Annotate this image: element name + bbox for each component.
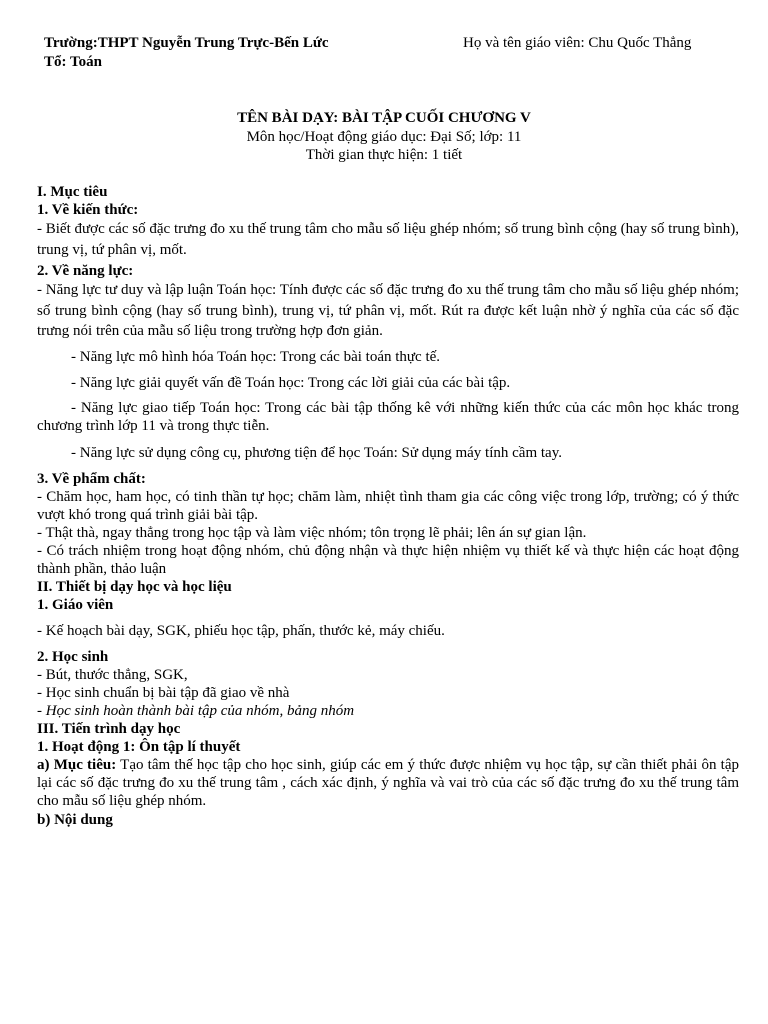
teacher-materials: - Kế hoạch bài dạy, SGK, phiếu học tập, phấn, thước kẻ, máy chiếu. xyxy=(37,623,445,639)
grade-number: 11 xyxy=(141,418,156,434)
student-heading: 2. Học sinh xyxy=(37,649,109,665)
section-3-heading: III. Tiến trình dạy học xyxy=(37,721,181,737)
duration-line: Thời gian thực hiện: 1 tiết xyxy=(305,147,463,163)
communication-text-a: - Năng lực giao tiếp Toán học: Trong các bài tập thống kê với những kiến thức của các môn học khác trong chương trình lớp xyxy=(37,400,739,434)
student-item-2: - Học sinh chuẩn bị bài tập đã giao về nhà xyxy=(37,685,290,701)
section-2-heading: II. Thiết bị dạy học và học liệu xyxy=(37,579,232,595)
competency-heading: 2. Về năng lực: xyxy=(37,263,134,279)
competency-communication xyxy=(37,399,739,435)
knowledge-heading: 1. Về kiến thức: xyxy=(37,202,139,218)
competency-problem-solving: - Năng lực giải quyết vấn đề Toán học: Trong các lời giải của các bài tập. xyxy=(71,375,511,391)
teacher-heading: 1. Giáo viên xyxy=(37,597,114,613)
quality-item-3: - Có trách nhiệm trong hoạt động nhóm, chủ động nhận và thực hiện nhiệm vụ thiết kế và thực hiện các hoạt động thành phần, thảo luận xyxy=(37,543,739,577)
content-heading: b) Nội dung xyxy=(37,812,113,828)
competency-text: - Năng lực tư duy và lập luận Toán học: Tính được các số đặc trưng đo xu thế trung tâm cho mẫu số liệu ghép nhóm; số trung bình cộng (hay số trung bình), trung vị, tứ phân vị, mốt. Rút ra được kết luận nhờ ý nghĩa của các số đặc trưng nói trên của mẫu số liệu trong trường hợp đơn giản. xyxy=(37,282,739,339)
header-left xyxy=(44,34,329,72)
goal-text: Tạo tâm thế học tập cho học sinh, giúp các em ý thức được nhiệm vụ học tập, sự cần thiết phải ôn tập lại các số đặc trưng đo xu thế trung tâm , cách xác định, ý nghĩa và vai trò của các số đặc trưng đo xu thế trung tâm cho mẫu số liệu ghép nhóm. xyxy=(37,757,739,809)
lesson-title: TÊN BÀI DẠY: BÀI TẬP CUỐI CHƯƠNG V xyxy=(237,110,531,126)
quality-item-1: - Chăm học, ham học, có tinh thần tự học; chăm làm, nhiệt tình tham gia các công việc trong lớp, trường; có ý thức vượt khó trong quá trình giải bài tập. xyxy=(37,489,739,523)
section-1-heading: I. Mục tiêu xyxy=(37,184,108,200)
school-name: Trường:THPT Nguyễn Trung Trực-Bến Lức xyxy=(44,35,329,51)
competency-tools: - Năng lực sử dụng công cụ, phương tiện để học Toán: Sử dụng máy tính cầm tay. xyxy=(71,445,562,461)
activity-goal xyxy=(37,756,739,810)
student-item-3: - Học sinh hoàn thành bài tập của nhóm, bảng nhóm xyxy=(37,703,355,719)
quality-item-2: - Thật thà, ngay thẳng trong học tập và làm việc nhóm; tôn trọng lẽ phải; lên án sự gian lận. xyxy=(37,525,587,541)
activity-heading: 1. Hoạt động 1: Ôn tập lí thuyết xyxy=(37,739,241,755)
teacher-name: Họ và tên giáo viên: Chu Quốc Thẳng xyxy=(463,35,692,51)
goal-label: a) Mục tiêu: xyxy=(37,757,117,773)
quality-heading: 3. Về phẩm chất: xyxy=(37,471,146,487)
student-item-1: - Bút, thước thẳng, SGK, xyxy=(37,667,188,683)
communication-text-b: và trong thực tiễn. xyxy=(155,418,270,434)
knowledge-text: - Biết được các số đặc trưng đo xu thế trung tâm cho mẫu số liệu ghép nhóm; số trung bình cộng (hay số trung bình), trung vị, tứ phân vị, mốt. xyxy=(37,221,739,258)
competency-modeling: - Năng lực mô hình hóa Toán học: Trong các bài toán thực tế. xyxy=(71,349,441,365)
subject-line: Môn học/Hoạt động giáo dục: Đại Số; lớp: 11 xyxy=(246,129,522,145)
team-name: Tổ: Toán xyxy=(44,54,102,70)
